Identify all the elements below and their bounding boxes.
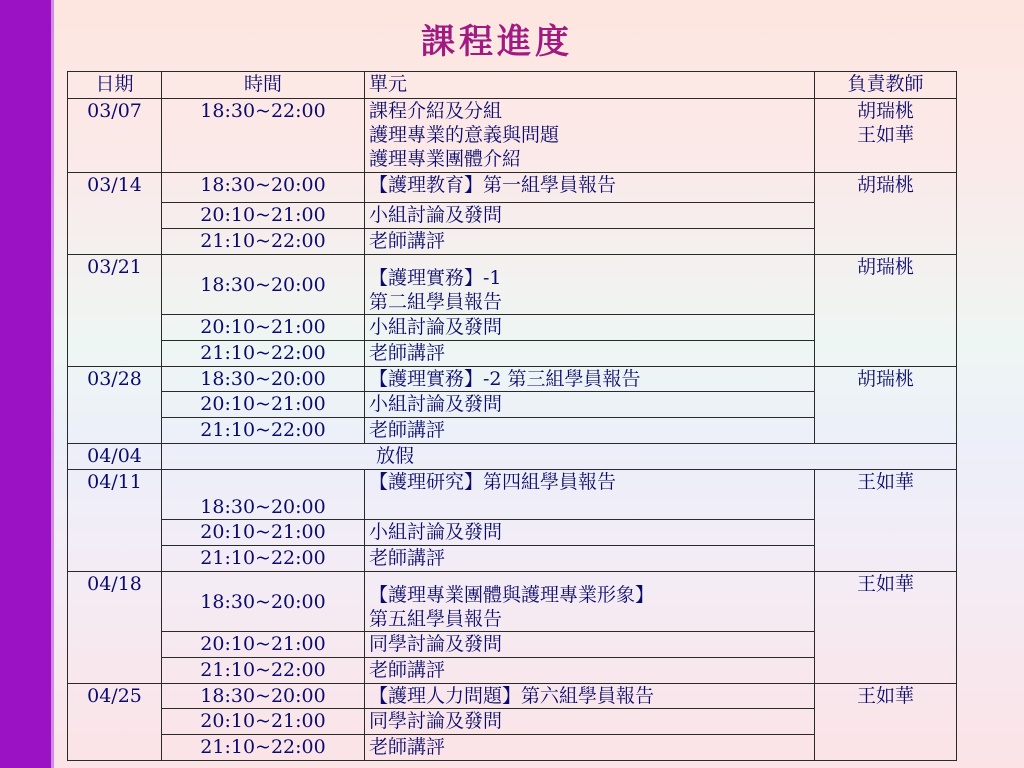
unit-cell: 老師講評 (365, 658, 815, 684)
time-cell: 18:30~22:00 (162, 99, 365, 173)
slide-title: 課程進度 (421, 22, 573, 62)
time-cell: 18:30~20:00 (162, 572, 365, 632)
unit-cell: 同學討論及發問 (365, 709, 815, 735)
time-cell: 21:10~22:00 (162, 735, 365, 761)
time-cell: 21:10~22:00 (162, 229, 365, 255)
date-cell: 04/25 (68, 684, 162, 761)
unit-cell: 老師講評 (365, 229, 815, 255)
time-cell: 21:10~22:00 (162, 658, 365, 684)
unit-cell: 小組討論及發問 (365, 520, 815, 546)
side-accent-bar (0, 0, 51, 768)
unit-cell: 【護理人力問題】第六組學員報告 (365, 684, 815, 709)
header-time: 時間 (162, 72, 365, 99)
date-cell: 03/14 (68, 173, 162, 255)
table-header-row (68, 72, 957, 99)
teacher-cell: 王如華 (815, 470, 957, 572)
table-row-holiday (68, 444, 957, 470)
header-teacher: 負責教師 (815, 72, 957, 99)
holiday-cell (162, 444, 957, 470)
header-date: 日期 (68, 72, 162, 99)
date-cell: 03/07 (68, 99, 162, 173)
holiday-label: 放假 (376, 445, 415, 467)
time-cell: 20:10~21:00 (162, 203, 365, 229)
unit-line: 護理專業團體介紹 (369, 148, 522, 170)
unit-cell (365, 572, 815, 632)
unit-cell: 【護理研究】第四組學員報告 (365, 470, 815, 520)
unit-line: 【護理專業團體與護理專業形象】 (369, 584, 655, 606)
unit-cell: 老師講評 (365, 546, 815, 572)
table-row (68, 99, 957, 173)
teacher-name: 胡瑞桃 (856, 100, 914, 122)
time-cell: 21:10~22:00 (162, 546, 365, 572)
unit-line: 第五組學員報告 (369, 608, 503, 630)
teacher-cell: 胡瑞桃 (815, 367, 957, 444)
date-cell: 03/28 (68, 367, 162, 444)
date-cell: 03/21 (68, 255, 162, 367)
unit-cell (365, 99, 815, 173)
unit-cell: 老師講評 (365, 418, 815, 444)
time-cell: 18:30~20:00 (162, 367, 365, 392)
teacher-cell: 胡瑞桃 (815, 255, 957, 367)
teacher-cell: 王如華 (815, 572, 957, 684)
schedule-table (67, 71, 957, 761)
time-cell: 20:10~21:00 (162, 315, 365, 341)
date-cell: 04/11 (68, 470, 162, 572)
unit-line: 課程介紹及分組 (369, 100, 503, 122)
unit-cell: 老師講評 (365, 341, 815, 367)
time-cell: 21:10~22:00 (162, 418, 365, 444)
time-cell: 20:10~21:00 (162, 392, 365, 418)
table-row (68, 684, 957, 709)
time-cell: 20:10~21:00 (162, 520, 365, 546)
table-row (68, 572, 957, 632)
teacher-cell (815, 99, 957, 173)
side-accent-edge (51, 0, 54, 768)
unit-cell: 【護理教育】第一組學員報告 (365, 173, 815, 203)
header-unit: 單元 (365, 72, 815, 99)
time-cell: 18:30~20:00 (162, 684, 365, 709)
table-row (68, 367, 957, 392)
table-row (68, 470, 957, 520)
date-cell: 04/18 (68, 572, 162, 684)
unit-cell: 小組討論及發問 (365, 392, 815, 418)
table-row (68, 255, 957, 315)
time-cell: 20:10~21:00 (162, 632, 365, 658)
time-cell: 21:10~22:00 (162, 341, 365, 367)
time-cell: 18:30~20:00 (162, 173, 365, 203)
table-row (68, 173, 957, 203)
time-cell: 20:10~21:00 (162, 709, 365, 735)
unit-line: 第二組學員報告 (369, 291, 503, 313)
unit-cell: 同學討論及發問 (365, 632, 815, 658)
time-cell: 18:30~20:00 (162, 255, 365, 315)
time-cell: 18:30~20:00 (162, 470, 365, 520)
teacher-cell: 王如華 (815, 684, 957, 761)
teacher-name: 王如華 (856, 124, 914, 146)
unit-cell: 小組討論及發問 (365, 203, 815, 229)
unit-line: 【護理實務】-1 (369, 267, 502, 289)
teacher-cell: 胡瑞桃 (815, 173, 957, 255)
unit-cell: 【護理實務】-2 第三組學員報告 (365, 367, 815, 392)
unit-cell: 小組討論及發問 (365, 315, 815, 341)
unit-cell: 老師講評 (365, 735, 815, 761)
unit-cell (365, 255, 815, 315)
unit-line: 護理專業的意義與問題 (369, 124, 560, 146)
date-cell: 04/04 (68, 444, 162, 470)
